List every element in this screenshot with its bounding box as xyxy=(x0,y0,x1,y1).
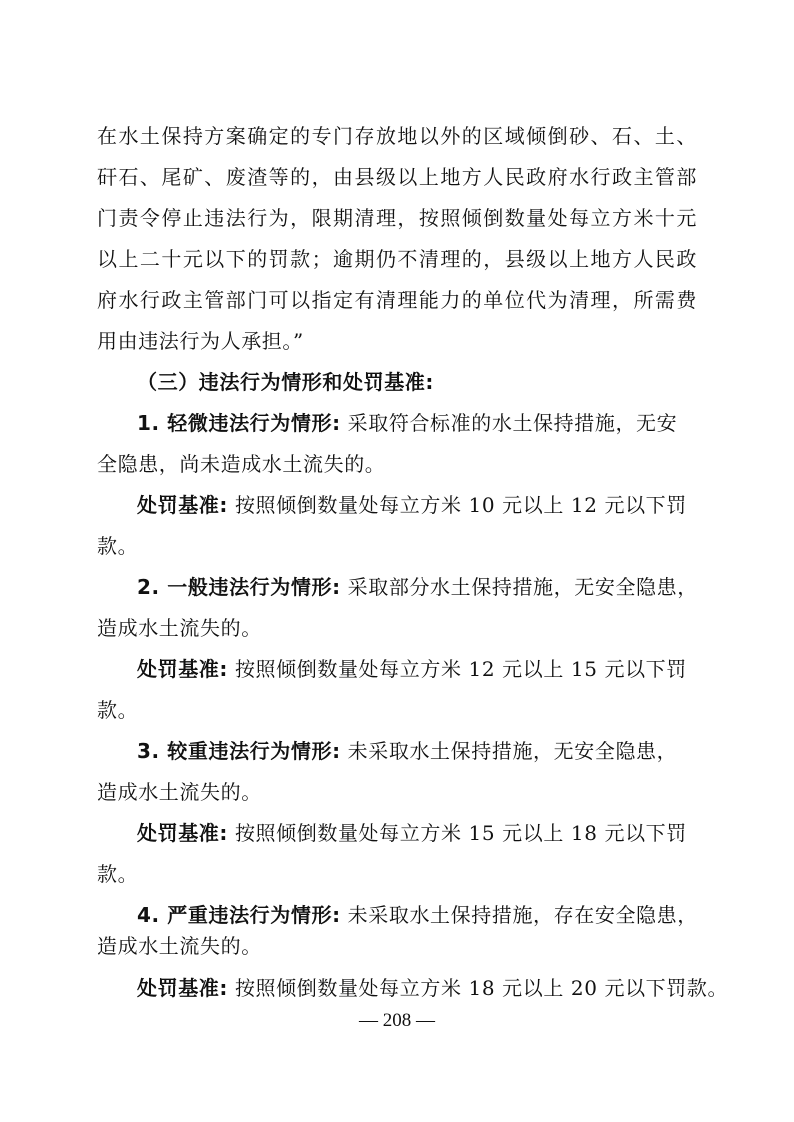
item-2-text: 采取部分水土保持措施，无安全隐患， xyxy=(340,575,698,599)
item-4-line-2: 造成水土流失的。 xyxy=(97,934,262,958)
section-heading: （三）违法行为情形和处罚基准: xyxy=(137,370,434,394)
paragraph-line: 矸石、尾矿、废渣等的，由县级以上地方人民政府水行政主管部 xyxy=(97,165,697,189)
item-4-text: 未采取水土保持措施，存在安全隐患， xyxy=(340,903,698,927)
item-1-label: 1. 轻微违法行为情形: xyxy=(137,411,341,435)
item-1-penalty xyxy=(137,492,697,518)
item-3-line-2: 造成水土流失的。 xyxy=(97,780,262,804)
item-2-line-2: 造成水土流失的。 xyxy=(97,616,262,640)
item-4-line-1 xyxy=(137,902,697,928)
item-4-label: 4. 严重违法行为情形: xyxy=(137,903,341,927)
paragraph-line: 用由违法行为人承担。” xyxy=(97,329,304,353)
item-1-line-2: 全隐患，尚未造成水土流失的。 xyxy=(97,452,386,476)
paragraph-line: 府水行政主管部门可以指定有清理能力的单位代为清理，所需费 xyxy=(97,288,697,312)
penalty-text: 按照倾倒数量处每立方米 12 元以上 15 元以下罚 xyxy=(228,657,687,681)
item-2-label: 2. 一般违法行为情形: xyxy=(137,575,341,599)
item-2-line-1 xyxy=(137,574,697,600)
penalty-label: 处罚基准: xyxy=(137,821,228,845)
penalty-label: 处罚基准: xyxy=(137,976,228,1000)
item-1-penalty-line-2: 款。 xyxy=(97,534,139,558)
item-1-line-1 xyxy=(137,410,697,436)
page-number: — 208 — xyxy=(359,1010,435,1031)
paragraph-line: 门责令停止违法行为，限期清理，按照倾倒数量处每立方米十元 xyxy=(97,206,697,230)
item-2-penalty xyxy=(137,656,697,682)
paragraph-line: 以上二十元以下的罚款；逾期仍不清理的，县级以上地方人民政 xyxy=(97,247,697,271)
penalty-text: 按照倾倒数量处每立方米 18 元以上 20 元以下罚款。 xyxy=(228,976,729,1000)
penalty-text: 按照倾倒数量处每立方米 15 元以上 18 元以下罚 xyxy=(228,821,687,845)
penalty-label: 处罚基准: xyxy=(137,493,228,517)
item-3-label: 3. 较重违法行为情形: xyxy=(137,739,341,763)
penalty-label: 处罚基准: xyxy=(137,657,228,681)
item-1-text: 采取符合标准的水土保持措施，无安 xyxy=(340,411,678,435)
paragraph-line: 在水土保持方案确定的专门存放地以外的区域倾倒砂、石、土、 xyxy=(97,124,697,148)
item-2-penalty-line-2: 款。 xyxy=(97,698,139,722)
item-3-line-1 xyxy=(137,738,697,764)
item-3-penalty-line-2: 款。 xyxy=(97,862,139,886)
item-3-penalty xyxy=(137,820,697,846)
item-3-text: 未采取水土保持措施，无安全隐患， xyxy=(340,739,678,763)
item-4-penalty xyxy=(137,975,729,1001)
penalty-text: 按照倾倒数量处每立方米 10 元以上 12 元以下罚 xyxy=(228,493,687,517)
